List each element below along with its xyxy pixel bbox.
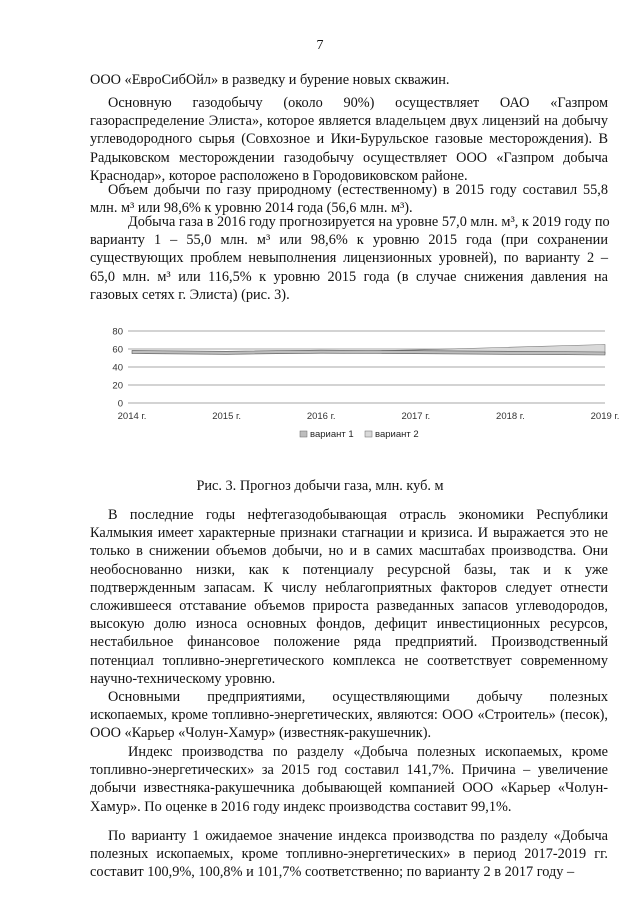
text-line: только в снижении объемов добычи, но и в самих масштабах производства. Они: [90, 543, 608, 560]
text-line: Калмыкия имеет характерные признаки стагнации и кризиса. И выражается это не: [90, 525, 608, 542]
text-line: высокую долю износа основных фондов, дефицит инвестиционных ресурсов,: [90, 616, 608, 633]
text-line: ископаемых, кроме топливно-энергетических, являются: ООО «Строитель» (песок),: [90, 707, 608, 724]
y-tick-label: 0: [117, 398, 123, 410]
text-line: сложившееся отставание объемов прироста разведанных запасов углеводородов,: [90, 598, 608, 615]
paragraph: [90, 827, 608, 882]
text-line: ООО «Карьер «Чолун-Хамур» (известняк-ракушечник).: [90, 725, 432, 742]
text-line: необоснованно низки, как к потенциалу ресурсной базы, так и к уже: [90, 561, 608, 578]
x-tick-label: 2014 г.: [117, 411, 147, 422]
paragraph: [90, 506, 608, 688]
paragraph: [90, 688, 608, 743]
x-tick-label: 2019 г.: [590, 411, 620, 422]
legend-label: вариант 2: [375, 429, 419, 440]
text-line: ООО «ЕвроСибОйл» в разведку и бурение новых скважин.: [90, 72, 450, 88]
text-line: Индекс производства по разделу «Добыча полезных ископаемых, кроме: [128, 744, 608, 760]
text-line: Основную газодобычу (около 90%) осуществляет ОАО «Газпром: [108, 95, 608, 111]
text-line: нестабильное финансовое положение ряда предприятий. Производственный: [90, 634, 608, 651]
legend-label: вариант 1: [310, 429, 354, 440]
text-line: газовых сетях г. Элиста) (рис. 3).: [90, 286, 290, 303]
text-line: По варианту 1 ожидаемое значение индекса производства по разделу «Добыча: [108, 828, 608, 844]
text-line: Объем добычи по газу природному (естественному) в 2015 году составил 55,8: [108, 182, 608, 198]
paragraph: [90, 743, 608, 816]
text-line: Хамур». По оценке в 2016 году индекс производства составит 99,1%.: [90, 798, 512, 815]
text-line: В последние годы нефтегазодобывающая отрасль экономики Республики: [108, 507, 608, 523]
paragraph: [90, 94, 608, 185]
x-tick-label: 2016 г.: [306, 411, 336, 422]
text-line: добычи известняка-ракушечника добывающей компанией ООО «Карьер «Чолун-: [90, 780, 608, 797]
y-tick-label: 80: [112, 326, 123, 338]
figure-caption: Рис. 3. Прогноз добычи газа, млн. куб. м: [196, 478, 444, 494]
x-tick-label: 2017 г.: [401, 411, 431, 422]
text-line: варианту 1 – 55,0 млн. м³ или 98,6% к уровню 2015 года (при сохранении: [90, 232, 608, 249]
y-tick-label: 40: [112, 362, 123, 374]
text-line: газораспределение Элиста», которое является владельцем двух лицензий на добычу: [90, 113, 608, 130]
text-line: потенциал топливно-энергетического комплекса не соответствует современному: [90, 652, 608, 669]
legend-swatch: [365, 431, 372, 437]
text-line: топливно-энергетических» за 2015 год составил 141,7%. Причина – увеличение: [90, 762, 608, 779]
text-line: существующих проблем невыполнения лицензионных уровней), по варианту 2 –: [90, 250, 608, 267]
x-tick-label: 2015 г.: [212, 411, 241, 422]
text-line: Радыковском месторождении газодобычу осуществляет ООО «Газпром добыча: [90, 149, 608, 166]
paragraph: [90, 181, 608, 217]
y-tick-label: 20: [112, 380, 123, 392]
paragraph: [90, 213, 608, 304]
text-line: Добыча газа в 2016 году прогнозируется на уровне 57,0 млн. м³, к 2019 году по: [128, 214, 610, 230]
text-line: 65,0 млн. м³ или 116,5% к уровню 2015 года (в случае снижения давления на: [90, 268, 608, 285]
text-line: подтвержденным запасам. К числу неблагоприятных факторов следует отнести: [90, 579, 608, 596]
x-tick-label: 2018 г.: [496, 411, 525, 422]
text-line: составит 100,9%, 100,8% и 101,7% соответственно; по варианту 2 в 2017 году –: [90, 864, 575, 881]
text-line: полезных ископаемых, кроме топливно-энергетических» в период 2017-2019 гг.: [90, 846, 608, 863]
text-line: научно-техническому уровню.: [90, 670, 276, 687]
text-line: Краснодар», которое расположено в Городовиковском районе.: [90, 167, 468, 184]
text-line: Основными предприятиями, осуществляющими добычу полезных: [108, 689, 608, 705]
text-line: млн. м³ или 98,6% к уровню 2014 года (56,6 млн. м³).: [90, 200, 413, 217]
text-line: углеводородного сырья (Совхозное и Ики-Бурульское газовые месторождения). В: [90, 131, 608, 148]
y-tick-label: 60: [112, 344, 123, 356]
gas-production-chart: [95, 318, 620, 448]
page-number: 7: [316, 38, 324, 53]
legend-swatch: [300, 431, 307, 437]
paragraph: [90, 71, 608, 89]
